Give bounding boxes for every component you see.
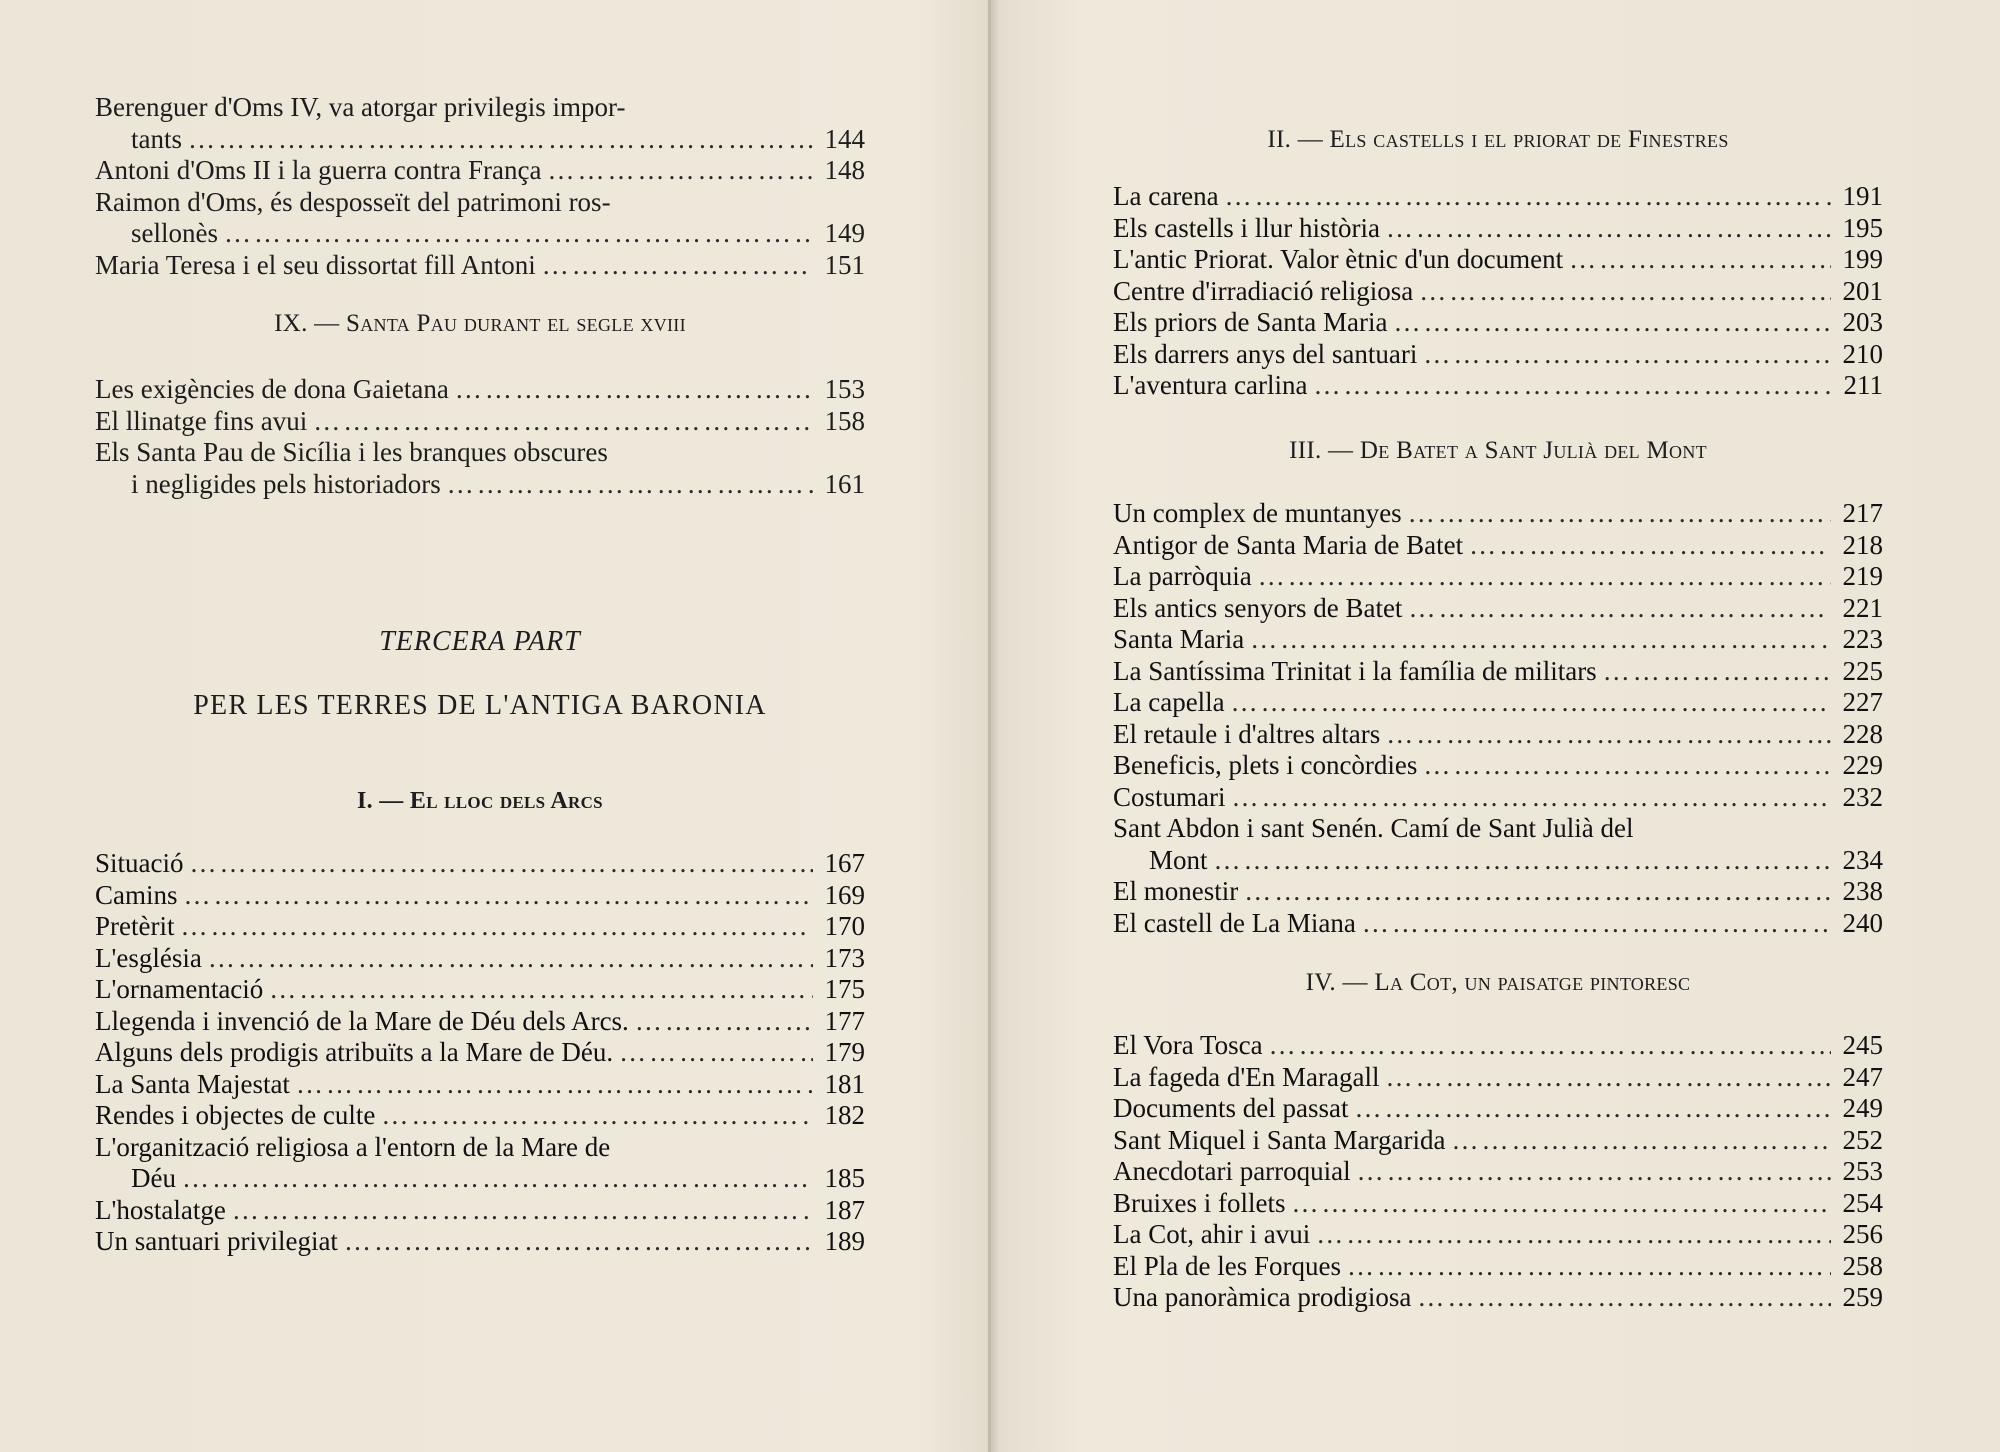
toc-page-number: 182 <box>824 1100 865 1130</box>
toc-entry-title: La Santíssima Trinitat i la família de militars <box>1113 655 1597 686</box>
toc-entry <box>95 880 865 912</box>
dot-leader <box>1417 1282 1831 1314</box>
part-subtitle: PER LES TERRES DE L'ANTIGA BARONIA <box>193 690 767 721</box>
toc-page-number: 218 <box>1842 529 1883 560</box>
toc-page-number: 225 <box>1842 655 1883 686</box>
toc-entry <box>1113 719 1883 751</box>
dot-leader <box>269 974 813 1006</box>
toc-entry-title: El castell de La Miana <box>1113 907 1356 938</box>
toc-entry <box>1113 1030 1883 1062</box>
toc-entry-title: La fageda d'En Maragall <box>1113 1061 1380 1092</box>
dot-leader <box>1423 339 1831 371</box>
section-numeral: III. — <box>1289 437 1360 464</box>
toc-page-number: 223 <box>1842 624 1883 654</box>
toc-entry-title: Antoni d'Oms II i la guerra contra França <box>95 155 542 185</box>
dot-leader <box>1451 1125 1831 1157</box>
dot-leader <box>232 1195 813 1227</box>
toc-entry-title: Costumari <box>1113 781 1226 812</box>
dot-leader <box>1386 213 1831 245</box>
toc-entry <box>1113 624 1883 656</box>
section-numeral: IV. — <box>1305 969 1375 996</box>
toc-entry <box>1113 1219 1883 1251</box>
dot-leader <box>455 374 813 406</box>
toc-page-number: 151 <box>824 249 865 280</box>
toc-entry-title: Les exigències de dona Gaietana <box>95 374 449 404</box>
toc-entry <box>1113 1062 1883 1094</box>
toc-entry-title: tants <box>131 123 182 154</box>
toc-entry-title: L'ornamentació <box>95 974 264 1004</box>
toc-entry-title: Déu <box>131 1163 176 1193</box>
toc-page-number: 173 <box>824 942 865 973</box>
toc-page-number: 252 <box>1842 1124 1883 1155</box>
toc-entry <box>95 187 865 250</box>
section-numeral: I. — <box>357 788 410 814</box>
toc-page-number: 210 <box>1842 338 1883 369</box>
dot-leader <box>1362 908 1831 940</box>
toc-page-number: 211 <box>1843 370 1883 400</box>
toc-page-number: 167 <box>824 848 865 878</box>
toc-entry-title: La Cot, ahir i avui <box>1113 1219 1311 1249</box>
toc-entry-title: Beneficis, plets i concòrdies <box>1113 750 1418 780</box>
toc-entry <box>95 1006 865 1038</box>
right-page <box>1113 0 1883 1452</box>
section-heading-i <box>95 788 865 815</box>
toc-page-number: 177 <box>824 1005 865 1036</box>
dot-leader <box>313 406 813 438</box>
toc-page-number: 258 <box>1842 1250 1883 1281</box>
toc-entry-title: El monestir <box>1113 876 1239 906</box>
toc-page-number: 245 <box>1842 1030 1883 1060</box>
toc-entry <box>95 1100 865 1132</box>
toc-entry-title: Llegenda i invenció de la Mare de Déu dels Arcs. <box>95 1005 629 1036</box>
toc-page-number: 181 <box>824 1068 865 1099</box>
dot-leader <box>1603 656 1831 688</box>
toc-entry <box>1113 1125 1883 1157</box>
section-heading-iv <box>1113 969 1883 997</box>
dot-leader <box>1225 181 1831 213</box>
toc-page-number: 187 <box>824 1194 865 1225</box>
toc-entry <box>1113 750 1883 782</box>
toc-page-number: 199 <box>1842 244 1883 274</box>
toc-entry-title: Rendes i objectes de culte <box>95 1100 376 1130</box>
toc-page-number: 195 <box>1842 212 1883 243</box>
dot-leader <box>542 250 813 282</box>
toc-entry <box>1113 782 1883 814</box>
toc-entry <box>1113 370 1883 402</box>
toc-page-number: 232 <box>1842 781 1883 812</box>
toc-entry <box>1113 593 1883 625</box>
toc-entry <box>1113 181 1883 213</box>
toc-entry <box>95 974 865 1006</box>
toc-entry-title: Camins <box>95 879 178 910</box>
toc-entry-title: Sant Abdon i sant Senén. Camí de Sant Julià del <box>1113 813 1634 843</box>
dot-leader <box>296 1069 813 1101</box>
toc-entry-title: Els darrers anys del santuari <box>1113 338 1418 369</box>
toc-entry-title: Pretèrit <box>95 911 175 941</box>
toc-page-number: 256 <box>1842 1219 1883 1249</box>
part-title: TERCERA PART <box>379 626 581 657</box>
toc-entry-title: L'antic Priorat. Valor ètnic d'un document <box>1113 244 1564 274</box>
section-heading-ii <box>1113 126 1883 154</box>
toc-entry <box>1113 244 1883 276</box>
toc-entry <box>95 1132 865 1195</box>
toc-page-number: 189 <box>824 1226 865 1256</box>
dot-leader <box>1569 244 1831 276</box>
dot-leader <box>547 155 813 187</box>
dot-leader <box>208 943 813 975</box>
toc-page-number: 161 <box>824 468 865 499</box>
dot-leader <box>619 1037 813 1069</box>
toc-page-number: 175 <box>824 974 865 1004</box>
toc-page-number: 169 <box>824 879 865 910</box>
toc-page-number: 144 <box>824 123 865 154</box>
toc-entry-title: La parròquia <box>1113 561 1252 591</box>
toc-page-number: 253 <box>1842 1156 1883 1186</box>
toc-entry-title: i negligides pels historiadors <box>131 468 441 499</box>
dot-leader <box>1244 876 1831 908</box>
toc-entry-title: Els castells i llur història <box>1113 212 1380 243</box>
toc-entry <box>1113 276 1883 308</box>
section-heading-ix <box>95 310 865 338</box>
toc-entry-title: Mont <box>1149 844 1208 875</box>
toc-entry-title: Una panoràmica prodigiosa <box>1113 1282 1412 1312</box>
toc-entry-title: L'organització religiosa a l'entorn de la Mare de <box>95 1131 611 1162</box>
toc-entry <box>1113 1156 1883 1188</box>
dot-leader <box>184 880 813 912</box>
dot-leader <box>1232 782 1832 814</box>
section-numeral: IX. — <box>274 310 347 337</box>
toc-entry-title: El llinatge fins avui <box>95 405 308 436</box>
toc-entry <box>95 374 865 406</box>
toc-page-number: 227 <box>1842 687 1883 717</box>
dot-leader <box>1357 1156 1831 1188</box>
toc-entry <box>1113 656 1883 688</box>
toc-entry <box>1113 1282 1883 1314</box>
dot-leader <box>1269 1030 1831 1062</box>
toc-entry-title: La capella <box>1113 687 1225 717</box>
toc-entry <box>1113 498 1883 530</box>
toc-entry-title: Sant Miquel i Santa Margarida <box>1113 1124 1446 1155</box>
toc-entry <box>95 1226 865 1258</box>
toc-entry <box>95 406 865 438</box>
toc-entry <box>95 848 865 880</box>
dot-leader <box>1258 561 1831 593</box>
toc-page-number: 153 <box>824 374 865 404</box>
toc-entry-title: Berenguer d'Oms IV, va atorgar privilegis impor- <box>95 92 626 122</box>
toc-entry-title: Santa Maria <box>1113 624 1245 654</box>
toc-entry <box>1113 213 1883 245</box>
toc-page-number: 201 <box>1842 275 1883 306</box>
toc-entry-title: Antigor de Santa Maria de Batet <box>1113 529 1464 560</box>
toc-entry-title: Situació <box>95 848 184 878</box>
dot-leader <box>1316 1219 1831 1251</box>
toc-page-number: 247 <box>1842 1061 1883 1092</box>
dot-leader <box>1250 624 1831 656</box>
toc-entry <box>1113 339 1883 371</box>
toc-entry <box>1113 1093 1883 1125</box>
toc-entry-title: Els priors de Santa Maria <box>1113 307 1388 337</box>
dot-leader <box>1314 370 1832 402</box>
toc-page-number: 254 <box>1842 1187 1883 1218</box>
toc-entry-title: Un complex de muntanyes <box>1113 498 1402 528</box>
toc-entry <box>1113 908 1883 940</box>
dot-leader <box>635 1006 813 1038</box>
dot-leader <box>1469 530 1831 562</box>
toc-page-number: 179 <box>824 1037 865 1067</box>
toc-entry <box>95 437 865 500</box>
dot-leader <box>1231 687 1831 719</box>
dot-leader <box>224 218 813 250</box>
toc-entry-title: Els Santa Pau de Sicília i les branques obscures <box>95 437 608 467</box>
toc-entry <box>1113 687 1883 719</box>
dot-leader <box>1385 1062 1831 1094</box>
section-title: De Batet a Sant Julià del Mont <box>1359 437 1707 464</box>
toc-page-number: 185 <box>824 1163 865 1193</box>
section-numeral: II. — <box>1267 126 1330 153</box>
toc-entry <box>1113 530 1883 562</box>
toc-entry-title: El Vora Tosca <box>1113 1030 1263 1060</box>
dot-leader <box>180 911 813 943</box>
toc-entry <box>95 943 865 975</box>
toc-entry <box>95 155 865 187</box>
toc-entry <box>1113 1251 1883 1283</box>
toc-entry <box>95 1069 865 1101</box>
toc-entry <box>1113 561 1883 593</box>
left-page <box>95 0 865 1452</box>
dot-leader <box>1419 276 1831 308</box>
toc-entry-title: Centre d'irradiació religiosa <box>1113 275 1414 306</box>
toc-entry <box>95 92 865 155</box>
toc-page-number: 228 <box>1842 718 1883 749</box>
toc-entry-title: Bruixes i follets <box>1113 1187 1286 1218</box>
toc-entry-title: Els antics senyors de Batet <box>1113 592 1403 623</box>
toc-page-number: 170 <box>824 911 865 941</box>
dot-leader <box>1291 1188 1831 1220</box>
dot-leader <box>188 124 813 156</box>
dot-leader <box>1393 307 1831 339</box>
dot-leader <box>1347 1251 1831 1283</box>
dot-leader <box>1214 845 1831 877</box>
section-title: Els castells i el priorat de Finestres <box>1329 126 1729 153</box>
book-gutter <box>988 0 991 1452</box>
dot-leader <box>190 848 814 880</box>
toc-page-number: 259 <box>1842 1282 1883 1312</box>
toc-entry <box>95 1037 865 1069</box>
toc-entry <box>95 911 865 943</box>
toc-entry <box>1113 876 1883 908</box>
toc-entry-title: La carena <box>1113 181 1219 211</box>
dot-leader <box>447 469 813 501</box>
toc-entry <box>1113 1188 1883 1220</box>
toc-entry <box>95 1195 865 1227</box>
toc-entry-title: sellonès <box>131 218 218 248</box>
toc-entry-title: El retaule i d'altres altars <box>1113 718 1381 749</box>
toc-entry-title: Alguns dels prodigis atribuïts a la Mare de Déu. <box>95 1037 614 1067</box>
toc-entry <box>1113 307 1883 339</box>
dot-leader <box>1423 750 1831 782</box>
toc-entry-title: Un santuari privilegiat <box>95 1226 338 1256</box>
dot-leader <box>1386 719 1831 751</box>
section-title: El lloc dels Arcs <box>409 788 603 814</box>
section-title: La Cot, un paisatge pintoresc <box>1374 969 1691 996</box>
toc-page-number: 229 <box>1842 750 1883 780</box>
toc-page-number: 148 <box>824 155 865 185</box>
toc-entry-title: L'hostalatge <box>95 1194 226 1225</box>
dot-leader <box>182 1163 813 1195</box>
toc-page-number: 234 <box>1842 844 1883 875</box>
toc-entry-title: L'aventura carlina <box>1113 370 1308 400</box>
toc-entry-title: Anecdotari parroquial <box>1113 1156 1351 1186</box>
toc-entry-title: Maria Teresa i el seu dissortat fill Antoni <box>95 249 536 280</box>
toc-entry-title: Raimon d'Oms, és desposseït del patrimoni ros- <box>95 186 611 217</box>
section-heading-iii <box>1113 437 1883 465</box>
toc-entry-title: Documents del passat <box>1113 1093 1349 1123</box>
dot-leader <box>1354 1093 1831 1125</box>
toc-entry-title: L'església <box>95 942 202 973</box>
dot-leader <box>344 1226 813 1258</box>
section-title: Santa Pau durant el segle xviii <box>346 310 686 337</box>
toc-page-number: 203 <box>1842 307 1883 337</box>
dot-leader <box>381 1100 813 1132</box>
toc-page-number: 240 <box>1842 907 1883 938</box>
toc-entry <box>95 250 865 282</box>
toc-page-number: 238 <box>1842 876 1883 906</box>
toc-page-number: 191 <box>1842 181 1883 211</box>
dot-leader <box>1408 498 1831 530</box>
dot-leader <box>1408 593 1831 625</box>
toc-page-number: 158 <box>824 405 865 436</box>
toc-page-number: 221 <box>1842 592 1883 623</box>
toc-entry <box>1113 813 1883 876</box>
toc-entry-title: La Santa Majestat <box>95 1068 290 1099</box>
toc-page-number: 149 <box>824 218 865 248</box>
toc-page-number: 217 <box>1842 498 1883 528</box>
toc-entry-title: El Pla de les Forques <box>1113 1250 1341 1281</box>
toc-page-number: 219 <box>1842 561 1883 591</box>
toc-page-number: 249 <box>1842 1093 1883 1123</box>
